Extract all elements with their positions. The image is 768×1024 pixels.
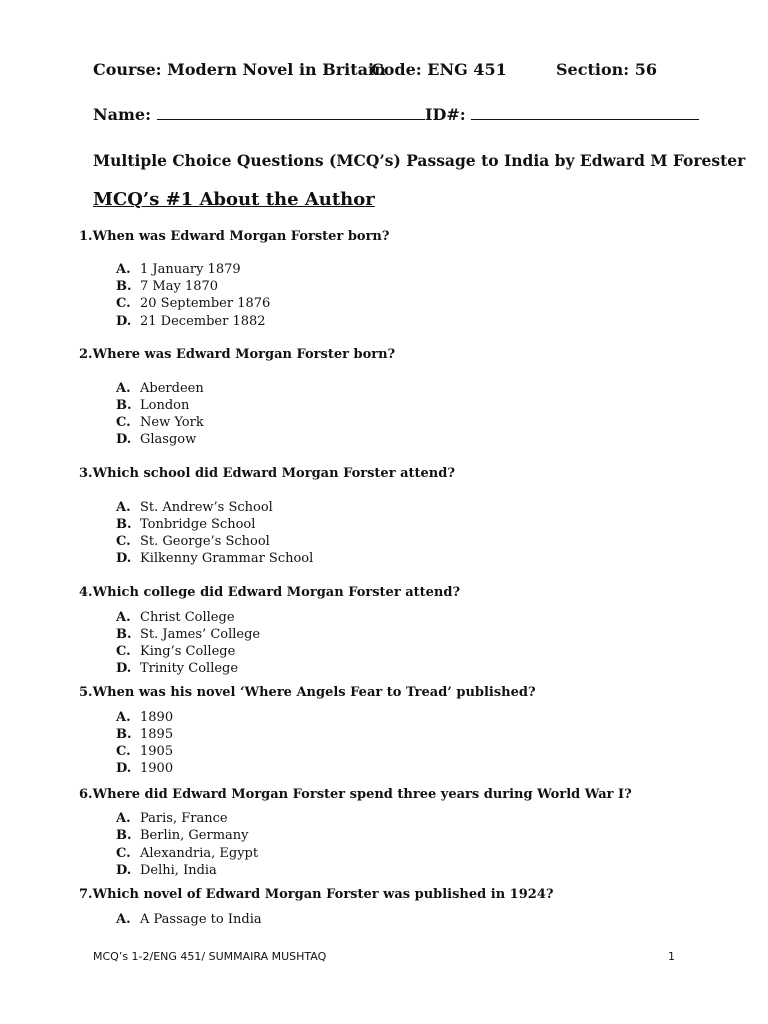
option-1d: D. 21 December 1882 (116, 314, 266, 329)
option-3d: D. Kilkenny Grammar School (116, 551, 314, 566)
option-5d: D. 1900 (116, 761, 174, 776)
option-4b: B. St. James’ College (116, 627, 261, 642)
section-title: MCQ’s #1 About the Author (93, 189, 375, 210)
option-5b: B. 1895 (116, 727, 174, 742)
id-blank (471, 105, 699, 120)
option-6d: D. Delhi, India (116, 863, 217, 878)
option-6a: A. Paris, France (116, 811, 228, 826)
document-subtitle: Multiple Choice Questions (MCQ’s) Passage to India by Edward M Forester (93, 151, 746, 170)
option-1b: B. 7 May 1870 (116, 279, 219, 294)
course-code: Code: ENG 451 (371, 60, 507, 79)
option-6c: C. Alexandria, Egypt (116, 846, 259, 861)
question-7: 7.Which novel of Edward Morgan Forster was published in 1924? (79, 887, 554, 902)
option-3b: B. Tonbridge School (116, 517, 256, 532)
id-field (425, 105, 699, 124)
question-6: 6.Where did Edward Morgan Forster spend three years during World War I? (79, 787, 632, 802)
name-label: Name: (93, 105, 152, 124)
name-field (93, 105, 425, 124)
question-3: 3.Which school did Edward Morgan Forster attend? (79, 466, 455, 481)
footer-label: MCQ’s 1-2/ENG 451/ SUMMAIRA MUSHTAQ (93, 950, 327, 963)
option-5a: A. 1890 (116, 710, 174, 725)
option-4a: A. Christ College (116, 610, 235, 625)
option-6b: B. Berlin, Germany (116, 828, 249, 843)
option-3a: A. St. Andrew’s School (116, 500, 273, 515)
option-5c: C. 1905 (116, 744, 174, 759)
question-2: 2.Where was Edward Morgan Forster born? (79, 347, 396, 362)
option-2c: C. New York (116, 415, 204, 430)
question-1: 1.When was Edward Morgan Forster born? (79, 229, 390, 244)
option-4d: D. Trinity College (116, 661, 239, 676)
option-1c: C. 20 September 1876 (116, 296, 271, 311)
question-5: 5.When was his novel ‘Where Angels Fear to Tread’ published? (79, 685, 536, 700)
option-2a: A. Aberdeen (116, 381, 204, 396)
option-7a: A. A Passage to India (116, 912, 262, 927)
option-4c: C. King’s College (116, 644, 236, 659)
name-blank (157, 105, 425, 120)
question-4: 4.Which college did Edward Morgan Forster attend? (79, 585, 461, 600)
option-1a: A. 1 January 1879 (116, 262, 241, 277)
option-3c: C. St. George’s School (116, 534, 270, 549)
option-2d: D. Glasgow (116, 432, 197, 447)
section-label: Section: 56 (556, 60, 657, 79)
page-number: 1 (668, 950, 675, 963)
course-label: Course: Modern Novel in Britain (93, 60, 386, 79)
option-2b: B. London (116, 398, 190, 413)
id-label: ID#: (425, 105, 466, 124)
